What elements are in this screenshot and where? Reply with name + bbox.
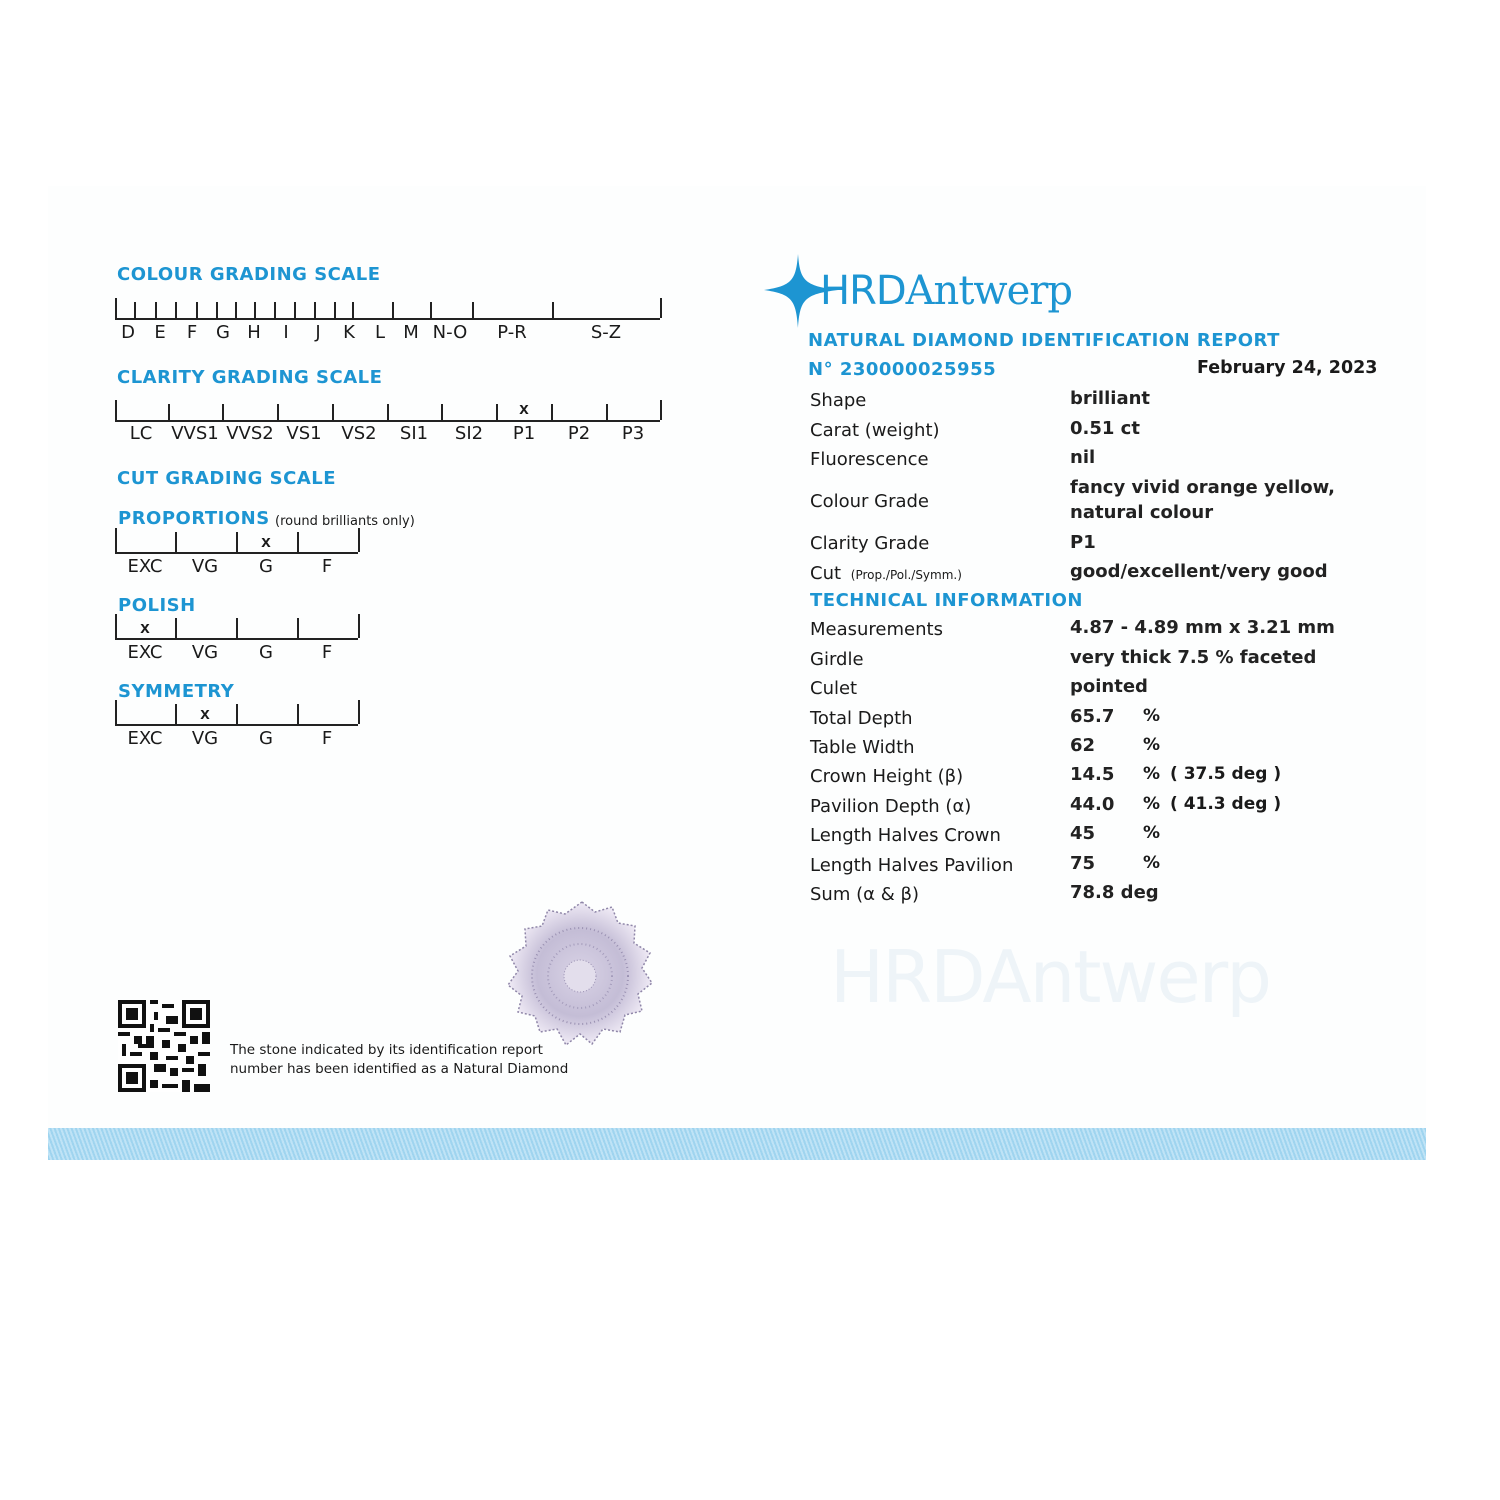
scale-tick — [606, 404, 608, 420]
cut-label: Cut (Prop./Pol./Symm.) — [810, 563, 962, 584]
scale-tick — [297, 532, 299, 552]
scale-label: G — [259, 642, 273, 663]
cut-value: good/excellent/very good — [1070, 561, 1328, 582]
scale-tick — [236, 704, 238, 724]
scale-label: D — [121, 322, 135, 343]
scale-tick — [134, 302, 136, 318]
scale-label: VVS2 — [226, 423, 274, 444]
scale-tick — [552, 302, 554, 318]
tech-unit: % — [1143, 853, 1161, 873]
tech-unit: % — [1143, 706, 1161, 726]
scale-label: G — [259, 556, 273, 577]
colour-grade-value: fancy vivid orange yellow, — [1070, 477, 1335, 498]
scale-label: P3 — [621, 423, 645, 444]
report-number: N° 230000025955 — [808, 359, 997, 380]
scale-tick — [392, 302, 394, 318]
clarity-grade-value: P1 — [1070, 532, 1096, 553]
tech-value: pointed — [1070, 676, 1148, 697]
scale-baseline — [115, 420, 660, 422]
polish-title: POLISH — [118, 595, 196, 616]
scale-tick — [297, 704, 299, 724]
tech-label: Sum (α & β) — [810, 884, 919, 905]
scale-baseline — [115, 638, 358, 640]
report-date: February 24, 2023 — [1197, 358, 1378, 378]
fluorescence-value: nil — [1070, 447, 1096, 468]
scale-tick — [235, 302, 237, 318]
tech-unit: % — [1143, 764, 1161, 784]
scale-tick — [430, 302, 432, 318]
cut-scale-title: CUT GRADING SCALE — [117, 468, 337, 489]
scale-tick — [222, 404, 224, 420]
scale-label: VVS1 — [171, 423, 219, 444]
cut-sublabel: (Prop./Pol./Symm.) — [850, 568, 962, 582]
guilloche-band — [48, 1128, 1426, 1160]
shape-value: brilliant — [1070, 388, 1151, 409]
statement-line-1: The stone indicated by its identification report — [230, 1042, 543, 1058]
scale-label: G — [216, 322, 230, 343]
scale-tick — [216, 302, 218, 318]
scale-label: SI2 — [454, 423, 484, 444]
scale-label: F — [186, 322, 198, 343]
scale-tick — [441, 404, 443, 420]
scale-label: EXC — [127, 642, 163, 663]
tech-value: 65.7 — [1070, 706, 1115, 727]
scale-label: VG — [191, 556, 219, 577]
hologram-seal-icon — [500, 898, 665, 1058]
scale-label: LC — [129, 423, 153, 444]
scale-tick — [115, 298, 117, 318]
scale-tick — [155, 302, 157, 318]
scale-tick — [115, 700, 117, 724]
tech-value: 44.0 — [1070, 794, 1115, 815]
scale-tick — [358, 700, 360, 724]
grade-mark: x — [261, 532, 271, 551]
tech-unit: % — [1143, 794, 1161, 814]
brand-antwerp: Antwerp — [905, 268, 1073, 314]
tech-label: Length Halves Crown — [810, 825, 1001, 846]
scale-baseline — [115, 724, 358, 726]
symmetry-title: SYMMETRY — [118, 681, 235, 702]
scale-label: SI1 — [399, 423, 429, 444]
scale-label: J — [315, 322, 321, 343]
scale-tick — [358, 614, 360, 638]
scale-label: EXC — [127, 728, 163, 749]
proportions-note: (round brilliants only) — [275, 514, 415, 529]
brand-logo — [820, 268, 1072, 314]
scale-label: P-R — [497, 322, 527, 343]
scale-label: E — [154, 322, 166, 343]
scale-tick — [236, 532, 238, 552]
scale-label: F — [321, 728, 333, 749]
scale-tick — [274, 302, 276, 318]
scale-tick — [277, 404, 279, 420]
qr-code-icon — [118, 1000, 210, 1092]
scale-tick — [334, 302, 336, 318]
scale-tick — [175, 532, 177, 552]
scale-tick — [115, 400, 117, 420]
scale-tick — [496, 404, 498, 420]
colour-grade-value-2: natural colour — [1070, 502, 1214, 523]
shape-label: Shape — [810, 390, 867, 411]
tech-label: Measurements — [810, 619, 943, 640]
tech-extra: ( 41.3 deg ) — [1170, 794, 1282, 814]
colour-scale-title: COLOUR GRADING SCALE — [117, 264, 381, 285]
tech-value: 14.5 — [1070, 764, 1115, 785]
scale-label: N-O — [432, 322, 468, 343]
carat-label: Carat (weight) — [810, 420, 940, 441]
scale-label: I — [283, 322, 289, 343]
tech-label: Length Halves Pavilion — [810, 855, 1014, 876]
scale-tick — [352, 302, 354, 318]
scale-tick — [115, 528, 117, 552]
grade-mark: x — [140, 618, 150, 637]
carat-value: 0.51 ct — [1070, 418, 1140, 439]
scale-label: VS2 — [341, 423, 377, 444]
scale-label: F — [321, 556, 333, 577]
scale-label: K — [343, 322, 355, 343]
grade-mark: x — [200, 704, 210, 723]
scale-tick — [472, 302, 474, 318]
scale-label: L — [374, 322, 386, 343]
tech-label: Culet — [810, 678, 858, 699]
tech-extra: ( 37.5 deg ) — [1170, 764, 1282, 784]
grade-mark: x — [519, 399, 529, 418]
tech-value: 78.8 deg — [1070, 882, 1159, 903]
scale-label: F — [321, 642, 333, 663]
tech-label: Crown Height (β) — [810, 766, 964, 787]
fluorescence-label: Fluorescence — [810, 449, 929, 470]
scale-tick — [551, 404, 553, 420]
scale-baseline — [115, 318, 660, 320]
scale-tick — [358, 528, 360, 552]
tech-value: 75 — [1070, 853, 1096, 874]
tech-label: Total Depth — [810, 708, 913, 729]
brand-hrd: HRD — [820, 268, 906, 314]
tech-unit: % — [1143, 735, 1161, 755]
scale-label: G — [259, 728, 273, 749]
scale-tick — [314, 302, 316, 318]
tech-label: Girdle — [810, 649, 864, 670]
scale-label: VG — [191, 642, 219, 663]
scale-label: M — [403, 322, 419, 343]
tech-label: Pavilion Depth (α) — [810, 796, 972, 817]
scale-tick — [254, 302, 256, 318]
statement-line-2: number has been identified as a Natural Diamond — [230, 1061, 569, 1077]
scale-baseline — [115, 552, 358, 554]
scale-tick — [387, 404, 389, 420]
scale-tick — [236, 618, 238, 638]
report-title: NATURAL DIAMOND IDENTIFICATION REPORT — [808, 330, 1280, 351]
scale-label: VS1 — [286, 423, 322, 444]
proportions-title: PROPORTIONS — [118, 508, 270, 529]
tech-value: 45 — [1070, 823, 1096, 844]
scale-label: S-Z — [590, 322, 622, 343]
scale-tick — [332, 404, 334, 420]
scale-tick — [196, 302, 198, 318]
clarity-grade-label: Clarity Grade — [810, 533, 930, 554]
watermark-logo: HRDAntwerp — [830, 935, 1270, 1019]
tech-label: Table Width — [810, 737, 915, 758]
scale-label: H — [247, 322, 261, 343]
scale-tick — [297, 618, 299, 638]
colour-grade-label: Colour Grade — [810, 491, 930, 512]
scale-tick — [175, 302, 177, 318]
scale-label: EXC — [127, 556, 163, 577]
scale-tick — [660, 298, 662, 318]
scale-tick — [294, 302, 296, 318]
scale-label: VG — [191, 728, 219, 749]
scale-tick — [168, 404, 170, 420]
scale-label: P2 — [567, 423, 591, 444]
scale-tick — [175, 704, 177, 724]
technical-info-title: TECHNICAL INFORMATION — [810, 590, 1083, 611]
scale-label: P1 — [512, 423, 536, 444]
scale-tick — [175, 618, 177, 638]
scale-tick — [115, 614, 117, 638]
tech-value: 62 — [1070, 735, 1096, 756]
tech-value: very thick 7.5 % faceted — [1070, 647, 1317, 668]
tech-value: 4.87 - 4.89 mm x 3.21 mm — [1070, 617, 1335, 638]
tech-unit: % — [1143, 823, 1161, 843]
scale-tick — [660, 400, 662, 420]
clarity-scale-title: CLARITY GRADING SCALE — [117, 367, 383, 388]
